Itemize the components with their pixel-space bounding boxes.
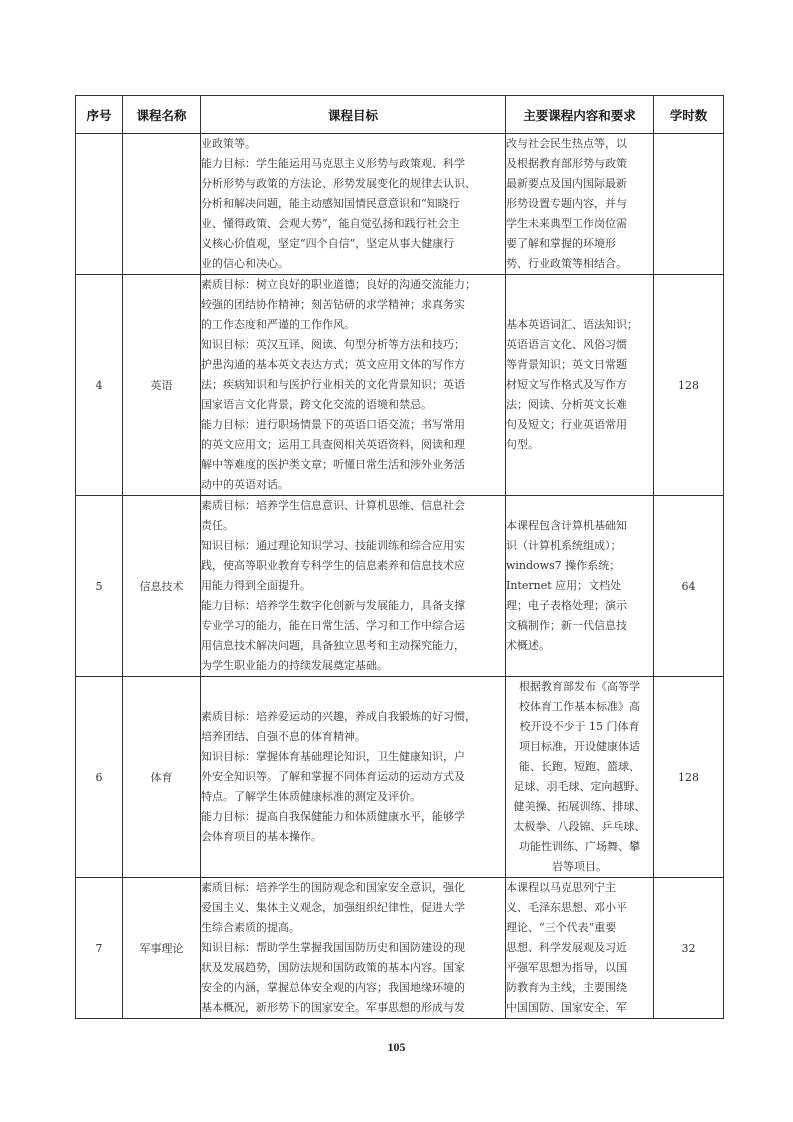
goal-line: 状及发展趋势，国防法规和国防政策的基本内容。国家: [201, 961, 465, 974]
content-line: 改与社会民生热点等，以: [506, 137, 627, 150]
table-row: [76, 878, 724, 1019]
cell-hours: 32: [654, 878, 724, 1019]
goal-line: 践，使高等职业教育专科学生的信息素养和信息技术应: [201, 559, 465, 572]
cell-index: 7: [76, 878, 123, 1019]
table-header-row: [76, 96, 724, 134]
goal-line: 分析形势与政策的方法论、形势发展变化的规律去认识、: [201, 177, 476, 190]
cell-course-goal: [201, 134, 506, 275]
content-line: 本课程包含计算机基础知: [506, 519, 627, 532]
content-line: 功能性训练、广场舞、攀: [519, 840, 640, 853]
cell-index: 5: [76, 496, 123, 677]
content-line: 岩等项目。: [552, 860, 607, 873]
content-line: 法；阅读、分析英文长难: [506, 398, 627, 411]
cell-course-goal: [201, 496, 506, 677]
goal-line: 知识目标：通过理论知识学习、技能训练和综合应用实: [201, 539, 465, 552]
content-line: 平强军思想为指导，以国: [506, 961, 627, 974]
cell-course-name: 英语: [123, 275, 201, 496]
goal-line: 用信息技术解决问题，具备独立思考和主动探究能力，: [201, 639, 465, 652]
content-line: 根据教育部发布《高等学: [519, 680, 640, 693]
cell-course-name: 体育: [123, 677, 201, 878]
cell-course-content: [506, 496, 654, 677]
goal-line: 法；疾病知识和与医护行业相关的文化背景知识；英语: [201, 378, 465, 391]
goal-line: 护患沟通的基本英文表达方式；英文应用文体的写作方: [201, 358, 465, 371]
goal-line: 能力目标：培养学生数字化创新与发展能力，具备支撑: [201, 599, 465, 612]
header-course-content: 主要课程内容和要求: [506, 96, 654, 134]
table-row: [76, 134, 724, 275]
content-line: 句及短文；行业英语常用: [506, 418, 627, 431]
content-line: 项目标准，开设健康体适: [519, 740, 640, 753]
goal-line: 素质目标：培养学生信息意识、计算机思维、信息社会: [201, 499, 465, 512]
page-number: 105: [387, 1040, 406, 1054]
goal-line: 能力目标：学生能运用马克思主义形势与政策观、科学: [201, 157, 465, 170]
goal-line: 知识目标：英汉互译、阅读、句型分析等方法和技巧；: [201, 338, 465, 351]
goal-line: 的工作态度和严谨的工作作风。: [201, 318, 355, 331]
cell-index: [76, 134, 123, 275]
goal-line: 素质目标：树立良好的职业道德；良好的沟通交流能力；: [201, 278, 476, 291]
content-line: 术概述。: [506, 639, 550, 652]
content-line: 最新要点及国内国际最新: [506, 177, 627, 190]
goal-line: 能力目标：进行职场情景下的英语口语交流；书写常用: [201, 418, 465, 431]
goal-line: 培养团结、自强不息的体育精神。: [201, 730, 366, 743]
goal-line: 业政策等。: [201, 137, 256, 150]
goal-line: 分析和解决问题，能主动感知国情民意意识和“知晓行: [201, 197, 460, 210]
content-line: 形势设置专题内容，并与: [506, 197, 627, 210]
content-line: Internet 应用；文档处: [506, 579, 622, 592]
goal-line: 素质目标：培养爱运动的兴趣，养成自我锻炼的好习惯，: [201, 710, 476, 723]
content-line: 要了解和掌握的环境形: [506, 237, 616, 250]
cell-course-content: [506, 134, 654, 275]
header-hours: 学时数: [654, 96, 724, 134]
content-line: 防教育为主线，主要围绕: [506, 981, 627, 994]
cell-hours: 128: [654, 275, 724, 496]
cell-index: 6: [76, 677, 123, 878]
content-line: 思想、科学发展观及习近: [506, 941, 627, 954]
goal-line: 的英文应用文；运用工具查阅相关英语资料，阅读和理: [201, 438, 465, 451]
goal-line: 较强的团结协作精神；刻苦钻研的求学精神；求真务实: [201, 298, 465, 311]
cell-course-name: 军事理论: [123, 878, 201, 1019]
content-line: 及根据教育部形势与政策: [506, 157, 627, 170]
goal-line: 安全的内涵，掌握总体安全观的内容；我国地缘环境的: [201, 981, 465, 994]
goal-line: 会体育项目的基本操作。: [201, 830, 322, 843]
content-line: 太极拳、八段锦、乒乓球、: [513, 820, 646, 833]
content-line: 校体育工作基本标准》高: [519, 700, 640, 713]
goal-line: 基本概况，新形势下的国家安全。军事思想的形成与发: [201, 1001, 465, 1014]
content-line: 校开设不少于 15 门体育: [519, 720, 640, 733]
content-line: 势、行业政策等相结合。: [506, 257, 627, 270]
cell-index: 4: [76, 275, 123, 496]
cell-hours: 128: [654, 677, 724, 878]
goal-line: 用能力得到全面提升。: [201, 579, 311, 592]
content-line: 英语语言文化、风俗习惯: [506, 338, 627, 351]
content-line: 句型。: [506, 438, 539, 451]
header-index: 序号: [76, 96, 123, 134]
cell-hours: 64: [654, 496, 724, 677]
content-line: 文稿制作；新一代信息技: [506, 619, 627, 632]
goal-line: 特点。了解学生体质健康标准的测定及评价。: [201, 790, 421, 803]
goal-line: 解中等难度的医护类文章；听懂日常生活和涉外业务活: [201, 458, 465, 471]
content-line: 能、长跑、短跑、篮球、: [519, 760, 640, 773]
course-table: [75, 95, 724, 1019]
cell-course-content: [506, 275, 654, 496]
goal-line: 生综合素质的提高。: [201, 921, 300, 934]
goal-line: 专业学习的能力，能在日常生活、学习和工作中综合运: [201, 619, 465, 632]
content-line: 学生未来典型工作岗位需: [506, 217, 627, 230]
content-line: 义、毛泽东思想、邓小平: [506, 901, 627, 914]
table-row: [76, 275, 724, 496]
content-line: 本课程以马克思列宁主: [506, 881, 616, 894]
goal-line: 外安全知识等。了解和掌握不同体育运动的运动方式及: [201, 770, 465, 783]
goal-line: 为学生职业能力的持续发展奠定基础。: [201, 659, 388, 672]
goal-line: 素质目标：培养学生的国防观念和国家安全意识，强化: [201, 881, 465, 894]
cell-course-content: [506, 878, 654, 1019]
goal-line: 知识目标：帮助学生掌握我国国防历史和国防建设的现: [201, 941, 465, 954]
goal-line: 爱国主义、集体主义观念，加强组织纪律性，促进大学: [201, 901, 465, 914]
cell-course-goal: [201, 275, 506, 496]
goal-line: 知识目标：掌握体育基础理论知识，卫生健康知识，户: [201, 750, 465, 763]
goal-line: 能力目标：提高自我保健能力和体质健康水平，能够学: [201, 810, 465, 823]
cell-course-goal: [201, 878, 506, 1019]
cell-course-content: [506, 677, 654, 878]
content-line: windows7 操作系统；: [506, 559, 621, 572]
table-row: [76, 677, 724, 878]
cell-course-name: 信息技术: [123, 496, 201, 677]
content-line: 材短文写作格式及写作方: [506, 378, 627, 391]
cell-course-goal: [201, 677, 506, 878]
content-line: 基本英语词汇、语法知识；: [506, 318, 638, 331]
header-course-goal: 课程目标: [201, 96, 506, 134]
cell-hours: [654, 134, 724, 275]
cell-course-name: [123, 134, 201, 275]
goal-line: 动中的英语对话。: [201, 478, 289, 491]
content-line: 中国国防、国家安全、军: [506, 1001, 627, 1014]
content-line: 理论、“三个代表”重要: [506, 921, 617, 934]
goal-line: 国家语言文化背景，跨文化交流的语境和禁忌。: [201, 398, 432, 411]
content-line: 理；电子表格处理；演示: [506, 599, 627, 612]
table-row: [76, 496, 724, 677]
goal-line: 责任。: [201, 519, 234, 532]
content-line: 健美操、拓展训练、排球、: [513, 800, 646, 813]
header-course-name: 课程名称: [123, 96, 201, 134]
goal-line: 业的信心和决心。: [201, 257, 289, 270]
goal-line: 义核心价值观，坚定“四个自信”，坚定从事大健康行: [201, 237, 455, 250]
content-line: 足球、羽毛球、定向越野、: [513, 780, 646, 793]
content-line: 识（计算机系统组成）；: [506, 539, 622, 552]
goal-line: 业、懂得政策、会观大势”，能自觉弘扬和践行社会主: [201, 217, 460, 230]
content-line: 等背景知识；英文日常题: [506, 358, 627, 371]
